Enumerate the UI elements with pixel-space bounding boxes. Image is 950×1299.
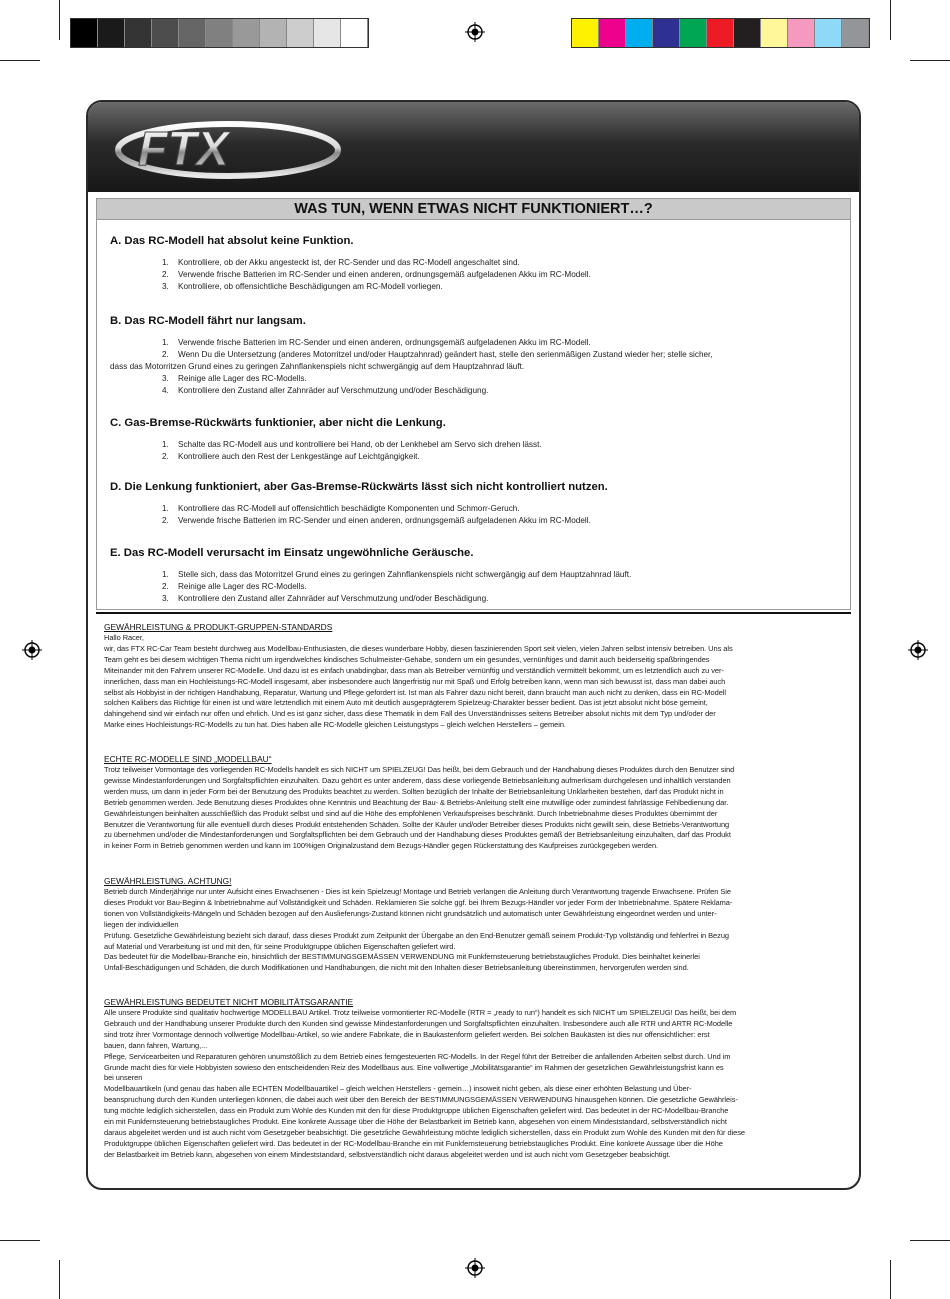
registration-mark-icon <box>22 640 42 660</box>
legal-text-line: Pflege, Servicearbeiten und Reparaturen gehören unumstößlich zu dem Betrieb eines ferngesteuerten RC-Modells. In der Regel führt der Betreiber die anfallenden Arbeiten selbst durch. Und im <box>104 1051 731 1061</box>
troubleshoot-section <box>110 314 830 397</box>
crop-mark <box>890 1260 891 1299</box>
manual-page-panel <box>86 100 861 1190</box>
legal-text-line: Produktgruppe üblichen Eigenschaften geliefert wird. Das bedeutet in der RC-Modellbau-Branche ein mit Funkfernsteuerung betriebstaugliches Produkt. Eine konkrete Aussage über die Höhe <box>104 1138 723 1148</box>
gray-swatch <box>71 19 98 47</box>
step-text: Reinige alle Lager des RC-Modells. <box>178 374 307 383</box>
crop-mark <box>0 1240 40 1241</box>
legal-text-line: dieses Produkt vor Bau-Beginn & Inbetriebnahme auf Vollständigkeit und Schäden. Reklamieren Sie solche ggf. bei Ihrem Bezugs-Händler vor jeder Form der Inbetriebnahme. Spätere Reklama- <box>104 897 733 907</box>
crop-mark <box>59 1260 60 1299</box>
section-heading: A. Das RC-Modell hat absolut keine Funktion. <box>110 235 354 247</box>
step-text: Kontrolliere den Zustand aller Zahnräder auf Verschmutzung und/oder Beschädigung. <box>178 386 489 395</box>
list-item <box>110 581 830 593</box>
legal-text-line: bauen, dann fahren, Wartung,... <box>104 1040 208 1050</box>
legal-text-line: Das bedeutet für die Modellbau-Branche ein, hinsichtlich der BESTIMMUNGSGEMÄSSEN VERWENDUNG mit Funkfernsteuerung betriebstaugliches Produkt. Dies beinhaltet keinerlei <box>104 952 700 962</box>
legal-text-line: Miteinander mit den Fahrern unserer RC-Modelle. Und dazu ist es einfach unabdingbar, dass man als Betreiber vernünftig und verständlich vermittelt bekommt, um es letztendlich auch zu ver- <box>104 665 724 675</box>
legal-text-line: innerlichen, dass man ein Hochleistungs-RC-Modell insgesamt, aber insbesondere auch längerfristig nur mit Spaß und Erfolg betreiben kann, wenn man sich bewusst ist, dass man dabei auch <box>104 676 726 686</box>
registration-mark-icon <box>908 640 928 660</box>
gray-swatch <box>206 19 233 47</box>
section-heading: B. Das RC-Modell fährt nur langsam. <box>110 315 306 327</box>
legal-text-line: Marke eines Hochleistungs-RC-Modells zu tun hat. Dies haben alle RC-Modelle gleichen Leistungstyps – gleich welchen Herstellers – gemein. <box>104 720 566 730</box>
legal-block <box>104 622 852 731</box>
step-text: Verwende frische Batterien im RC-Sender und einen anderen, ordnungsgemäß aufgeladenen Akku im RC-Modell. <box>178 516 591 525</box>
page-title: WAS TUN, WENN ETWAS NICHT FUNKTIONIERT…? <box>96 198 851 220</box>
list-item <box>110 385 830 397</box>
legal-text-line: in keiner Form in Betrieb genommen werden und kann im 100%igen Originalzustand dem Bezugs-Händler gegen Rückerstattung des Kaufpreises zurückgegeben werden. <box>104 841 659 851</box>
step-text: Stelle sich, dass das Motorritzel Grund eines zu geringen Zahnflankenspiels nicht schwergängig auf dem Hauptzahnrad läuft. <box>178 570 632 579</box>
legal-text-line: bei unseren <box>104 1073 143 1083</box>
legal-text-line: Gewährleistungen beinhalten ausschließlich das Produkt selbst und sind auf die Höhe des empfohlenen Verkaufspreises beschränkt. Durch Inbetriebnahme dieses Produktes übernimmt der <box>104 808 718 818</box>
list-item <box>110 503 830 515</box>
step-text: Verwende frische Batterien im RC-Sender und einen anderen, ordnungsgemäß aufgeladenen Akku im RC-Modell. <box>178 270 591 279</box>
legal-text-line: Unfall-Beschädigungen und Schäden, die durch Modifikationen und Handhabungen, die nicht mit den Inhalten dieser Betriebsanleitung übereinstimmen, hervorgerufen werden sind. <box>104 963 689 973</box>
color-swatch <box>626 19 653 47</box>
step-list <box>110 569 830 605</box>
step-number: 1. <box>162 258 169 267</box>
color-swatch <box>680 19 707 47</box>
legal-text-line: Betrieb durch Minderjährige nur unter Aufsicht eines Erwachsenen - Dies ist kein Spielzeug! Montage und Betrieb verlangen die Anleitung durch Verantwortung tragende Erwachsene. Prüfen Sie <box>104 887 731 896</box>
step-number: 3. <box>162 282 169 291</box>
color-swatch <box>653 19 680 47</box>
section-heading: C. Gas-Bremse-Rückwärts funktionier, aber nicht die Lenkung. <box>110 417 446 429</box>
gray-swatch <box>179 19 206 47</box>
list-item <box>110 439 830 451</box>
legal-text-line: selbst als Hobbyist in der richtigen Handhabung, Reparatur, Wartung und Pflege gefordert ist. Ist man als Fahrer dazu nicht bereit, dann braucht man auch nicht zu denken, dass ein RC-Modell <box>104 687 726 697</box>
legal-text-line: Prüfung. Gesetzliche Gewährleistung bezieht sich darauf, dass dieses Produkt zum Zeitpunkt der Übergabe an den End-Benutzer gemäß seinem Produkt-Typ vollständig und fehlerfrei in Bezug <box>104 930 729 940</box>
gray-swatch <box>341 19 368 47</box>
legal-text-line: Modellbauartikeln (und genau das haben alle ECHTEN Modellbauartikel – gleich welchen Herstellers - gemein…) insoweit nicht geben, als diese einer erhöhten Belastung und Über- <box>104 1084 692 1094</box>
color-swatch <box>761 19 788 47</box>
legal-text-line: auf Material und Verarbeitung ist und mit den, für seine Produktgruppe üblichen Eigenschaften geliefert wird. <box>104 941 456 951</box>
legal-text-line: sind trotz ihrer Vormontage dennoch vollwertige Modellbau-Artikel, so wie andere Fabrikate, die in Baukastenform geliefert werden. Bei solchen Baukästen ist dies nur offensichtlicher: erst <box>104 1029 710 1039</box>
step-list <box>110 503 830 527</box>
color-swatch <box>842 19 869 47</box>
step-list <box>110 439 830 463</box>
legal-text-line: Gebrauch und der Handhabung unserer Produkte durch den Kunden sind gewisse Mindestanforderungen und Sorgfaltspflichten einzuhalten. Insbesondere auch alle RTR und ARTR RC-Modelle <box>104 1018 733 1028</box>
step-list <box>110 257 830 293</box>
legal-text-line: gewisse Mindestanforderungen und Sorgfaltspflichten einzuhalten. Dazu gehört es unter anderem, dass diese vorliegende Betriebsanleitung aufmerksam durchgelesen und inhaltlich verstanden <box>104 775 731 785</box>
legal-block <box>104 876 852 974</box>
legal-heading: GEWÄHRLEISTUNG BEDEUTET NICHT MOBILITÄTSGARANTIE <box>104 997 354 1007</box>
list-item <box>110 515 830 527</box>
grayscale-calibration-bar <box>70 18 369 48</box>
step-number: 2. <box>162 350 169 359</box>
gray-swatch <box>98 19 125 47</box>
legal-block <box>104 997 852 1161</box>
color-swatch <box>599 19 626 47</box>
step-number: 2. <box>162 452 169 461</box>
troubleshoot-section <box>110 480 830 527</box>
step-text: Reinige alle Lager des RC-Modells. <box>178 582 307 591</box>
gray-swatch <box>152 19 179 47</box>
legal-text-line: Betrieb genommen werden. Jede Benutzung dieses Produktes ohne Kenntnis und Beachtung der Bau- & Betriebs-Anleitung stellt eine mutwillige oder zumindest fahrlässige Fehlbedienung dar. <box>104 797 729 807</box>
legal-heading: ECHTE RC-MODELLE SIND „MODELLBAU“ <box>104 754 272 764</box>
legal-heading: GEWÄHRLEISTUNG. ACHTUNG! <box>104 876 232 886</box>
ftx-logo <box>98 110 348 184</box>
step-text: Kontrolliere den Zustand aller Zahnräder auf Verschmutzung und/oder Beschädigung. <box>178 594 489 603</box>
legal-text-line: Alle unsere Produkte sind qualitativ hochwertige MODELLBAU Artikel. Trotz teilweise vormontierter RC-Modelle (RTR = „ready to run“) handelt es sich NICHT um SPIELZEUG! Das heißt, bei dem <box>104 1008 737 1017</box>
gray-swatch <box>125 19 152 47</box>
step-number: 4. <box>162 386 169 395</box>
step-number: 1. <box>162 338 169 347</box>
step-text: Kontrolliere, ob der Akku angesteckt ist, der RC-Sender und das RC-Modell angeschaltet sind. <box>178 258 520 267</box>
gray-swatch <box>233 19 260 47</box>
legal-text-line: ein mit Funkfernsteuerung betriebstaugliches Produkt. Eine konkrete Aussage über die Höhe der Belastbarkeit im Betrieb kann, abgesehen von einem Mindeststandard, selbstverständlich nicht <box>104 1117 727 1127</box>
step-list <box>110 337 830 397</box>
legal-text-line: Hallo Racer, <box>104 633 144 642</box>
legal-text-line: solchen Kalibers das Richtige für einen ist und wäre letztendlich mit einem Auto mit deutlich ausgeprägterem Spielzeug-Charakter besser bedient. Das ist jetzt absolut nicht böse gemeint, <box>104 698 708 708</box>
troubleshoot-section <box>110 546 830 605</box>
crop-mark <box>890 0 891 40</box>
step-number: 1. <box>162 440 169 449</box>
section-divider <box>96 612 851 614</box>
legal-text-line: wir, das FTX RC-Car Team besteht durchweg aus Modellbau-Enthusiasten, die dieses wunderbare Hobby, diesen faszinierenden Sport seit vielen, vielen Jahren selbst intensiv betreiben. Uns als <box>104 643 733 653</box>
gray-swatch <box>287 19 314 47</box>
troubleshoot-section <box>110 416 830 463</box>
header-band <box>88 102 859 192</box>
crop-mark <box>910 1240 950 1241</box>
color-calibration-bar <box>571 18 870 48</box>
list-item <box>110 349 830 373</box>
legal-text-line: tung möchte lediglich sicherstellen, dass ein Produkt zum Wohle des Kunden mit den für diese Produktgruppe üblichen Eigenschaften geliefert wird. Das bedeutet in der RC-Modellbau-Branche <box>104 1106 729 1116</box>
registration-mark-icon <box>465 1258 485 1278</box>
registration-mark-icon <box>465 22 485 42</box>
crop-mark <box>0 60 40 61</box>
troubleshoot-section <box>110 234 830 293</box>
list-item <box>110 373 830 385</box>
svg-text:FTX: FTX <box>138 123 229 176</box>
legal-text-line: Trotz teilweiser Vormontage des vorliegenden RC-Modells handelt es sich NICHT um SPIELZEUG! Das heißt, bei dem Gebrauch und der Handhabung dieses Produktes durch den Benutzer sind <box>104 765 735 774</box>
legal-text-line: der Belastbarkeit im Betrieb kann, abgesehen von einem Mindeststandard, selbstverständlich nicht daraus abgeleitet werden und ist auch nicht vom Gesetzgeber beabsichtigt. <box>104 1149 671 1159</box>
legal-text-line: Benutzer die Verantwortung für alle eventuell durch dieses Produkt entstehenden Schäden. Sollte der Käufer und/oder Betreiber dieses Produkts nicht gewillt sein, diese Betriebs-Verantwortung <box>104 819 730 829</box>
section-heading: D. Die Lenkung funktioniert, aber Gas-Bremse-Rückwärts lässt sich nicht kontrolliert nutzen. <box>110 481 608 493</box>
color-swatch <box>815 19 842 47</box>
legal-text-line: dahingehend sind wir einfach nur offen und ehrlich. Und es ist ganz sicher, dass diese Thematik in dem Fall des Unverständnisses seitens Betreiber absolut nichts mit dem Typ und/oder der <box>104 709 716 719</box>
color-swatch <box>788 19 815 47</box>
step-number: 2. <box>162 270 169 279</box>
step-number: 1. <box>162 570 169 579</box>
crop-mark <box>910 60 950 61</box>
list-item <box>110 337 830 349</box>
gray-swatch <box>260 19 287 47</box>
step-number: 3. <box>162 594 169 603</box>
legal-text-line: werden muss, um dann in jeder Form bei der Benutzung des Produkts beachtet zu werden. Sollten bezüglich der Inhalte der Betriebsanleitung Unklarheiten bestehen, darf das Produkt nicht in <box>104 786 724 796</box>
list-item <box>110 593 830 605</box>
gray-swatch <box>314 19 341 47</box>
step-text: Kontrolliere, ob offensichtliche Beschädigungen am RC-Modell vorliegen. <box>178 282 443 291</box>
legal-heading: GEWÄHRLEISTUNG & PRODUKT-GRUPPEN-STANDARDS <box>104 622 333 632</box>
step-text: Schalte das RC-Modell aus und kontrolliere bei Hand, ob der Lenkhebel am Servo sich drehen lässt. <box>178 440 542 449</box>
step-number: 2. <box>162 582 169 591</box>
list-item <box>110 281 830 293</box>
crop-mark <box>59 0 60 40</box>
list-item <box>110 269 830 281</box>
legal-text-line: tionen von Vollständigkeits-Mängeln und Schäden bezogen auf den Auslieferungs-Zustand können nicht grundsätzlich und automatisch unter Gewährleistung eingeordnet werden und unter- <box>104 908 717 918</box>
list-item <box>110 569 830 581</box>
section-heading: E. Das RC-Modell verursacht im Einsatz ungewöhnliche Geräusche. <box>110 547 474 559</box>
step-text: Wenn Du die Untersetzung (anderes Motorritzel und/oder Hauptzahnrad) geändert hast, stelle den serienmäßigen Zustand wieder her; stelle sicher, <box>178 350 713 359</box>
list-item <box>110 257 830 269</box>
step-number: 2. <box>162 516 169 525</box>
color-swatch <box>707 19 734 47</box>
step-text: Kontrolliere auch den Rest der Lenkgestänge auf Leichtgängigkeit. <box>178 452 420 461</box>
step-text-continued: dass das Motorritzen Grund eines zu geringen Zahnflankenspiels nicht schwergängig auf dem Hauptzahnrad läuft. <box>110 362 525 371</box>
legal-text-line: liegen der individuellen <box>104 919 179 929</box>
legal-text-line: daraus abgeleitet werden und ist auch nicht vom Gesetzgeber beabsichtigt. Die gesetzliche Gewährleistung möchte lediglich sicherstellen, dass ein Produkt zum Wohle des Kunden mit den für diese <box>104 1127 745 1137</box>
legal-text-line: Grunde macht dies für viele Hobbyisten sowieso den entscheidenden Reiz des Modellbaus aus. Eine vollwertige „Mobilitätsgarantie“ im Rahmen der gesetzlichen Gewährleistungsfrist kann es <box>104 1062 724 1072</box>
legal-text-line: beanspruchung durch den Kunden unterliegen können, die dabei auch weit über den Bereich der BESTIMMUNGSGEMÄSSEN VERWENDUNG hinausgehen können. Die gesetzliche Gewährleis- <box>104 1095 738 1105</box>
legal-text-line: Team geht es bei diesem wichtigen Thema nicht um irgendwelches kindisches Schulmeister-Gehabe, sondern um ein gesundes, vernünftiges und damit auch beiderseitig spaßbringendes <box>104 654 710 664</box>
step-number: 1. <box>162 504 169 513</box>
list-item <box>110 451 830 463</box>
color-swatch <box>734 19 761 47</box>
color-swatch <box>572 19 599 47</box>
legal-block <box>104 754 852 852</box>
step-number: 3. <box>162 374 169 383</box>
legal-text-line: zu übernehmen und/oder die Mindestanforderungen und Sorgfaltspflichten bei dem Gebrauch und der Handhabung dieses Produktes gemäß der Betriebsanleitung einzuhalten, darf das Produkt <box>104 830 731 840</box>
step-text: Kontrolliere das RC-Modell auf offensichtlich beschädigte Komponenten und Schmorr-Geruch. <box>178 504 520 513</box>
step-text: Verwende frische Batterien im RC-Sender und einen anderen, ordnungsgemäß aufgeladenen Akku im RC-Modell. <box>178 338 591 347</box>
